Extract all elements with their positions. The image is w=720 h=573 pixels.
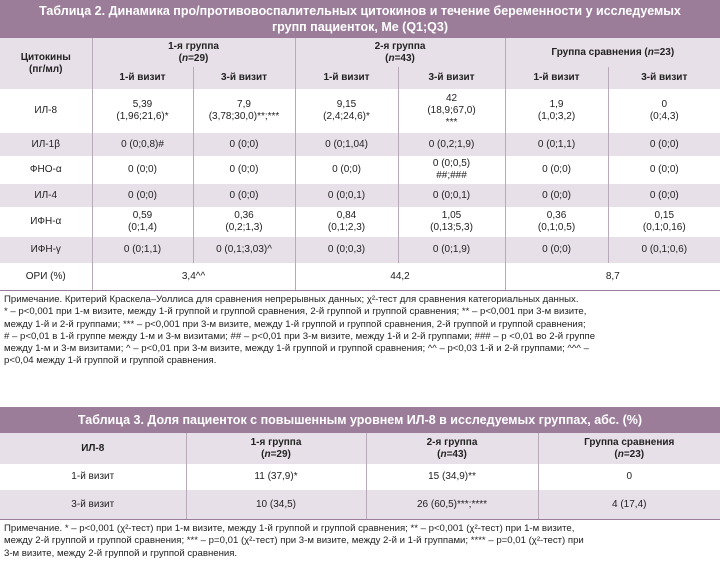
table-cell: 11 (37,9)* (186, 464, 366, 490)
n-symbol: n (617, 448, 624, 460)
table-cell: 0 (0;0) (608, 133, 720, 156)
table3-notes (0, 519, 720, 560)
n-suffix: =29) (270, 448, 291, 460)
table-cell (92, 89, 193, 133)
n-suffix: =43) (394, 52, 415, 64)
table3-group-2 (366, 433, 538, 464)
table-cell: 0 (0;1,1) (92, 237, 193, 263)
group-n (370, 449, 535, 461)
table-cell: 3,4^^ (92, 263, 295, 290)
table-row (0, 490, 720, 519)
n-prefix: ( (437, 448, 441, 460)
cell-line: (2,4;24,6)* (323, 111, 370, 122)
table3-group-3 (538, 433, 720, 464)
table2-caption-line1: Таблица 2. Динамика про/противовоспалительных цитокинов и течение беременности у исследуемых (39, 4, 681, 18)
row-label: ИЛ-4 (0, 184, 92, 207)
table-cell: 0 (0;1,9) (398, 237, 505, 263)
table-cell: 0 (0,1;3,03)^ (193, 237, 295, 263)
table-cell: 15 (34,9)** (366, 464, 538, 490)
group-name: Группа сравнения (584, 436, 675, 448)
col-label-line2: (пг/мл) (29, 63, 63, 75)
cell-line: (18,9;67,0) (427, 105, 476, 116)
table-cell: 0 (0;0) (193, 156, 295, 184)
group-name: 1-я группа (250, 436, 302, 448)
n-symbol: n (647, 46, 654, 58)
table2-notes (0, 290, 720, 368)
cell-line: ##;### (436, 170, 467, 181)
table-cell (608, 207, 720, 237)
group-name: 2-я группа (374, 40, 426, 52)
cell-line: 0,59 (132, 210, 153, 221)
n-prefix: ( (178, 52, 182, 64)
note-line: Примечание. Критерий Краскела–Уоллиса для сравнения непрерывных данных; χ²-тест для сравнения категориальных данных. (4, 294, 579, 305)
table-cell: 0 (0;0) (295, 156, 398, 184)
cell-line: 5,39 (132, 99, 153, 110)
table3-col-label: ИЛ-8 (0, 433, 186, 464)
table3-group-1 (186, 433, 366, 464)
row-label: ИФН-α (0, 207, 92, 237)
n-symbol: n (388, 52, 395, 64)
table2-grid (0, 38, 720, 290)
table-row (0, 464, 720, 490)
group-n (96, 53, 292, 65)
table2-group-1 (92, 38, 295, 67)
table-cell (398, 156, 505, 184)
table-cell: 4 (17,4) (538, 490, 720, 519)
table-cell: 8,7 (505, 263, 720, 290)
table-cell (398, 207, 505, 237)
table-row (0, 184, 720, 207)
note-line: p<0,04 между 1-й группой и группой сравнения. (4, 355, 217, 367)
table2-header-groups (0, 38, 720, 67)
row-label: ИЛ-8 (0, 89, 92, 133)
cell-line: 9,15 (336, 99, 357, 110)
cell-line: *** (445, 117, 458, 128)
group-name: 1-я группа (168, 40, 219, 52)
table-cell (608, 89, 720, 133)
n-symbol: n (181, 52, 189, 64)
table-cell: 0 (0;0) (193, 133, 295, 156)
table-cell (193, 207, 295, 237)
table-cell (505, 207, 608, 237)
table-cell: 0 (0;0,1) (295, 184, 398, 207)
cell-line: (0,1;2,3) (327, 222, 366, 233)
table2-col-label (0, 38, 92, 89)
note-line: 3-м визите, между 2-й группой и группой сравнения. (4, 547, 238, 559)
row-label: 3-й визит (0, 490, 186, 519)
n-suffix: =43) (446, 448, 467, 460)
note-line: между 2-й группой и группой сравнения; *** – p=0,01 (χ²-тест) при 3-м визите, между 2-й и 1-й группами; **** – p=0,01 (χ²-тест) при (4, 535, 584, 547)
cell-line: (0,13;5,3) (430, 222, 473, 233)
row-label: ИФН-γ (0, 237, 92, 263)
cell-line: 0 (661, 99, 668, 110)
table3-caption: Таблица 3. Доля пациенток с повышенным уровнем ИЛ-8 в исследуемых группах, абс. (%) (0, 407, 720, 433)
table-cell: 26 (60,5)***;**** (366, 490, 538, 519)
cell-line: 42 (445, 93, 458, 104)
table2-header-visits (0, 67, 720, 89)
n-prefix: ( (261, 448, 265, 460)
cell-line: (0,2;1,3) (225, 222, 263, 233)
table-row (0, 133, 720, 156)
note-line: между 1-м и 3-м визитами; ^ – p<0,01 при 3-м визите, между 1-й группой и группой сравнения; ^^ – p<0,03 1-й и 2-й группами; ^^^ – (4, 343, 589, 355)
row-label: ИЛ-1β (0, 133, 92, 156)
n-suffix: =23) (653, 46, 675, 58)
cell-line: (1,96;21,6)* (116, 111, 169, 122)
visit-header: 1-й визит (295, 67, 398, 89)
visit-header: 1-й визит (92, 67, 193, 89)
table-cell: 0 (0;0) (92, 184, 193, 207)
table2-group-2 (295, 38, 505, 67)
visit-header: 1-й визит (505, 67, 608, 89)
table-cell: 0 (0;0) (505, 156, 608, 184)
table-cell: 0 (0;0) (193, 184, 295, 207)
table-cell: 0 (0;0,8)# (92, 133, 193, 156)
group-name: 2-я группа (426, 436, 478, 448)
table-cell: 0 (0;0) (505, 184, 608, 207)
n-symbol: n (440, 448, 447, 460)
n-prefix: ( (385, 52, 389, 64)
table-cell (193, 89, 295, 133)
cell-line: 0,84 (336, 210, 357, 221)
table2-group-3 (505, 38, 720, 67)
note-line: # – p<0,01 в 1-й группе между 1-м и 3-м визитами; ## – p<0,01 при 3-м визите, между 1-й и 2-й группами; ### – p <0,01 во 2-й группе (4, 330, 596, 342)
cell-line: (3,78;30,0)**;*** (208, 111, 280, 122)
table-row (0, 207, 720, 237)
visit-header: 3-й визит (398, 67, 505, 89)
table3-header (0, 433, 720, 464)
cell-line: (0;1,4) (128, 222, 157, 233)
row-label: ФНО-α (0, 156, 92, 184)
table-cell (295, 89, 398, 133)
row-label: ОРИ (%) (0, 263, 92, 290)
table-cell: 0 (0,1;0,6) (608, 237, 720, 263)
cell-line: 0,36 (546, 210, 567, 221)
table-cell (295, 207, 398, 237)
group-name: Группа сравнения ( (551, 46, 648, 58)
visit-header: 3-й визит (193, 67, 295, 89)
cell-line: (0,1;0,16) (642, 222, 686, 233)
visit-header: 3-й визит (608, 67, 720, 89)
table-cell: 0 (0;0,1) (398, 184, 505, 207)
table-cell: 10 (34,5) (186, 490, 366, 519)
cell-line: 0,36 (234, 210, 254, 221)
table-cell: 0 (0;1,04) (295, 133, 398, 156)
table-cell: 0 (0,2;1,9) (398, 133, 505, 156)
table-cell: 0 (538, 464, 720, 490)
cell-line: 1,9 (549, 99, 564, 110)
table2-caption (0, 0, 720, 38)
n-suffix: =29) (188, 52, 209, 64)
row-label: 1-й визит (0, 464, 186, 490)
cell-line: (1,0;3,2) (537, 111, 576, 122)
group-n (299, 53, 502, 65)
table-cell: 44,2 (295, 263, 505, 290)
table-row (0, 237, 720, 263)
table-cell: 0 (0;0,3) (295, 237, 398, 263)
note-line: * – p<0,001 при 1-м визите, между 1-й группой и группой сравнения, 2-й группой и группой сравнения; ** – p<0,001 при 3-м визите, (4, 306, 587, 318)
cell-line: 0 (0;0,5) (432, 158, 471, 169)
n-symbol: n (264, 448, 271, 460)
n-prefix: ( (614, 448, 618, 460)
table-cell: 0 (0;0) (92, 156, 193, 184)
group-n (190, 449, 363, 461)
cell-line: (0;4,3) (649, 111, 679, 122)
table3 (0, 407, 720, 560)
table-row (0, 156, 720, 184)
table2-caption-line2: групп пациенток, Ме (Q1;Q3) (271, 20, 449, 34)
table-cell: 0 (0;0) (505, 237, 608, 263)
table-row-ori (0, 263, 720, 290)
table-cell: 0 (0;1,1) (505, 133, 608, 156)
table-cell: 0 (0;0) (608, 156, 720, 184)
col-label-line1: Цитокины (20, 51, 71, 63)
table-cell: 0 (0;0) (608, 184, 720, 207)
cell-line: (0,1;0,5) (537, 222, 576, 233)
table-row (0, 89, 720, 133)
cell-line: 0,15 (654, 210, 675, 221)
table-cell (92, 207, 193, 237)
n-suffix: =23) (623, 448, 645, 460)
cell-line: 7,9 (237, 99, 251, 110)
note-line: Примечание. * – p<0,001 (χ²-тест) при 1-м визите, между 1-й группой и группой сравнения; ** – p<0,001 (χ²-тест) при 1-м визите, (4, 523, 575, 534)
cell-line: 1,05 (441, 210, 462, 221)
table-cell (505, 89, 608, 133)
table-cell (398, 89, 505, 133)
table3-grid (0, 433, 720, 519)
note-line: между 1-й и 2-й группами; *** – p<0,001 при 3-м визите, между 1-й группой и группой сравнения, 2-й группой и группой сравнения; (4, 318, 586, 330)
group-n (542, 449, 718, 461)
